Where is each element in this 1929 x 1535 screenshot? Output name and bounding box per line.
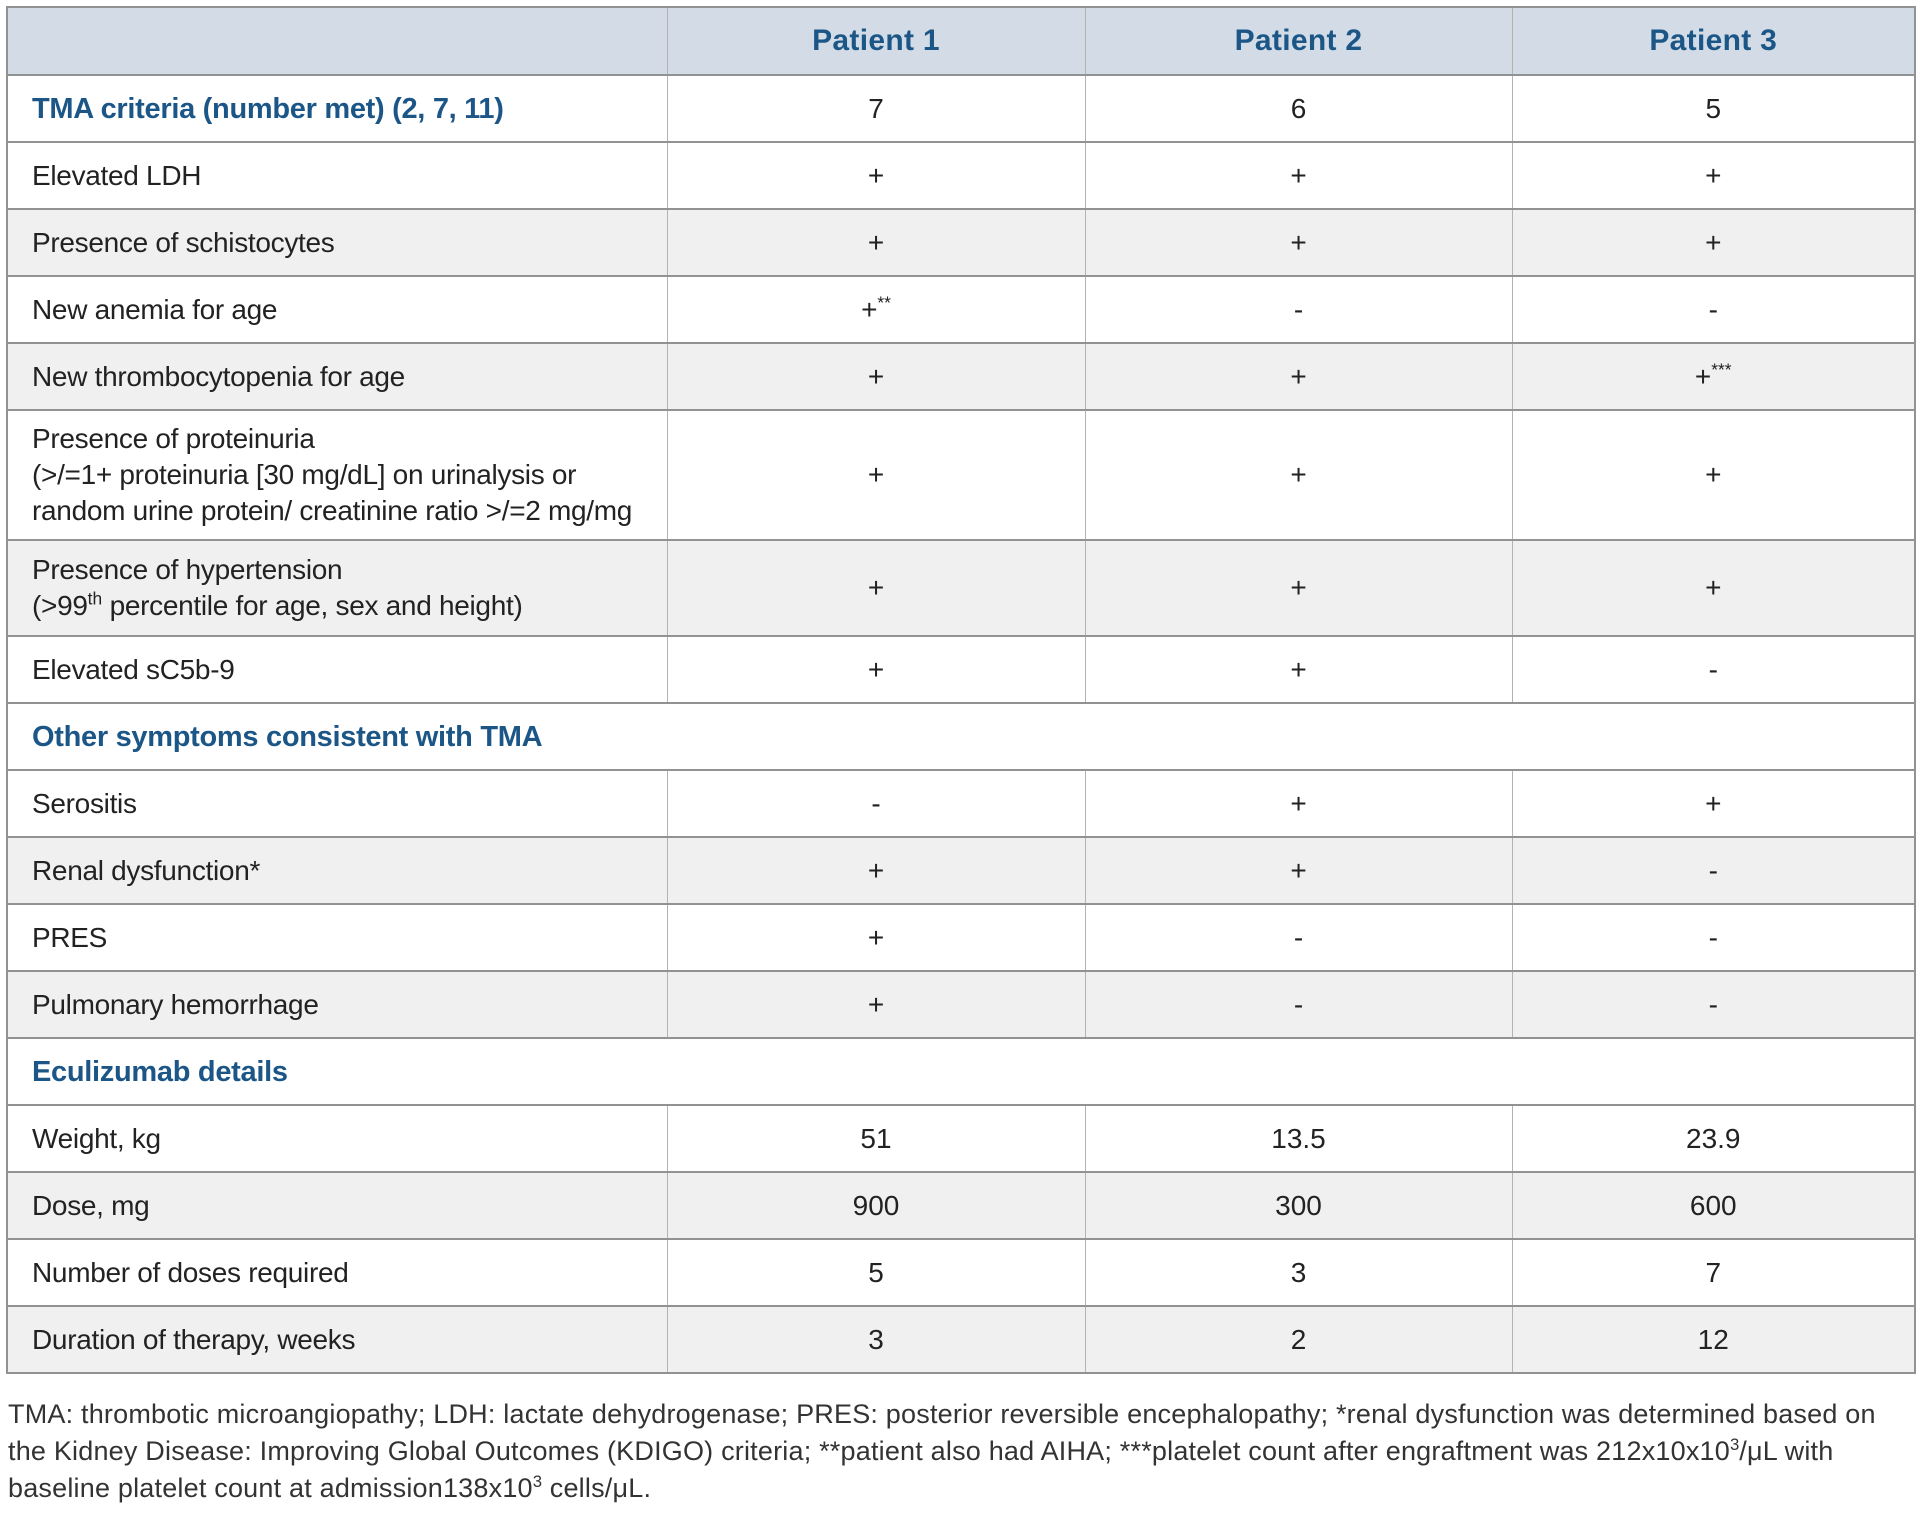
row-label: Weight, kg xyxy=(7,1105,667,1172)
value-cell: 3 xyxy=(667,1306,1085,1373)
value-cell: + xyxy=(1085,142,1512,209)
row-label: Renal dysfunction* xyxy=(7,837,667,904)
value-cell: + xyxy=(1512,540,1915,636)
value-cell: 300 xyxy=(1085,1172,1512,1239)
header-row xyxy=(7,7,1915,75)
value-cell: 5 xyxy=(667,1239,1085,1306)
section-title: Eculizumab details xyxy=(7,1038,1915,1105)
table-row xyxy=(7,1105,1915,1172)
column-header-patient-1: Patient 1 xyxy=(667,7,1085,75)
value-cell: + xyxy=(1512,770,1915,837)
value-cell: + xyxy=(667,142,1085,209)
value-cell: +*** xyxy=(1512,343,1915,410)
value-cell: + xyxy=(667,971,1085,1038)
value-cell: + xyxy=(1085,343,1512,410)
value-cell: + xyxy=(1512,209,1915,276)
value-cell: 3 xyxy=(1085,1239,1512,1306)
table-row xyxy=(7,636,1915,703)
value-cell: + xyxy=(667,636,1085,703)
value-cell: 600 xyxy=(1512,1172,1915,1239)
value-cell: + xyxy=(1085,209,1512,276)
section-header-row xyxy=(7,703,1915,770)
table-row xyxy=(7,343,1915,410)
table-row xyxy=(7,276,1915,343)
value-cell: - xyxy=(1512,636,1915,703)
value-cell: - xyxy=(1085,904,1512,971)
table-row xyxy=(7,410,1915,540)
value-cell: 900 xyxy=(667,1172,1085,1239)
section-title: Other symptoms consistent with TMA xyxy=(7,703,1915,770)
corner-header-cell xyxy=(7,7,667,75)
value-cell: 7 xyxy=(667,75,1085,142)
table-row xyxy=(7,1306,1915,1373)
value-cell: - xyxy=(1085,971,1512,1038)
table-row xyxy=(7,209,1915,276)
row-label: Duration of therapy, weeks xyxy=(7,1306,667,1373)
row-label: Dose, mg xyxy=(7,1172,667,1239)
column-header-patient-2: Patient 2 xyxy=(1085,7,1512,75)
value-cell: - xyxy=(1512,971,1915,1038)
value-cell: 13.5 xyxy=(1085,1105,1512,1172)
value-cell: +** xyxy=(667,276,1085,343)
value-cell: + xyxy=(667,410,1085,540)
value-cell: + xyxy=(667,209,1085,276)
value-cell: + xyxy=(667,837,1085,904)
value-cell: + xyxy=(667,343,1085,410)
row-label: Pulmonary hemorrhage xyxy=(7,971,667,1038)
value-cell: 7 xyxy=(1512,1239,1915,1306)
row-label: Serositis xyxy=(7,770,667,837)
table-row xyxy=(7,142,1915,209)
row-label: Elevated sC5b-9 xyxy=(7,636,667,703)
table-row xyxy=(7,904,1915,971)
table-row xyxy=(7,75,1915,142)
table-row xyxy=(7,770,1915,837)
value-cell: + xyxy=(1085,540,1512,636)
row-label: PRES xyxy=(7,904,667,971)
value-cell: 6 xyxy=(1085,75,1512,142)
row-label: Elevated LDH xyxy=(7,142,667,209)
value-cell: - xyxy=(1512,837,1915,904)
value-cell: + xyxy=(1512,142,1915,209)
row-label: TMA criteria (number met) (2, 7, 11) xyxy=(7,75,667,142)
section-header-row xyxy=(7,1038,1915,1105)
row-label: New anemia for age xyxy=(7,276,667,343)
value-cell: + xyxy=(1085,770,1512,837)
table-row xyxy=(7,837,1915,904)
value-cell: - xyxy=(1512,276,1915,343)
table-row xyxy=(7,1172,1915,1239)
table-row xyxy=(7,540,1915,636)
value-cell: 2 xyxy=(1085,1306,1512,1373)
column-header-patient-3: Patient 3 xyxy=(1512,7,1915,75)
table-body xyxy=(7,75,1915,1373)
value-cell: - xyxy=(1085,276,1512,343)
value-cell: + xyxy=(1512,410,1915,540)
table-row xyxy=(7,1239,1915,1306)
row-label: Presence of hypertension (>99th percentile for age, sex and height) xyxy=(7,540,667,636)
row-label: Presence of schistocytes xyxy=(7,209,667,276)
row-label: Presence of proteinuria (>/=1+ proteinuria [30 mg/dL] on urinalysis or random urine protein/ creatinine ratio >/=2 mg/mg xyxy=(7,410,667,540)
table-row xyxy=(7,971,1915,1038)
patients-comparison-table xyxy=(6,6,1916,1374)
value-cell: + xyxy=(1085,636,1512,703)
table-footnote: TMA: thrombotic microangiopathy; LDH: lactate dehydrogenase; PRES: posterior reversible encephalopathy; *renal dysfunction was determined based on the Kidney Disease: Improving Global Outcomes (KDIGO) criteria; **patient also had AIHA; ***platelet count after engraftment was $212x10x10^3/\mu L$ with baseline platelet count at $admission138x10^3$ cells/μL. xyxy=(8,1399,1876,1503)
row-label: New thrombocytopenia for age xyxy=(7,343,667,410)
value-cell: 5 xyxy=(1512,75,1915,142)
table-header xyxy=(7,7,1915,75)
value-cell: + xyxy=(1085,410,1512,540)
row-label: Number of doses required xyxy=(7,1239,667,1306)
value-cell: 23.9 xyxy=(1512,1105,1915,1172)
value-cell: + xyxy=(667,904,1085,971)
value-cell: - xyxy=(1512,904,1915,971)
value-cell: + xyxy=(1085,837,1512,904)
value-cell: 12 xyxy=(1512,1306,1915,1373)
value-cell: - xyxy=(667,770,1085,837)
value-cell: + xyxy=(667,540,1085,636)
value-cell: 51 xyxy=(667,1105,1085,1172)
